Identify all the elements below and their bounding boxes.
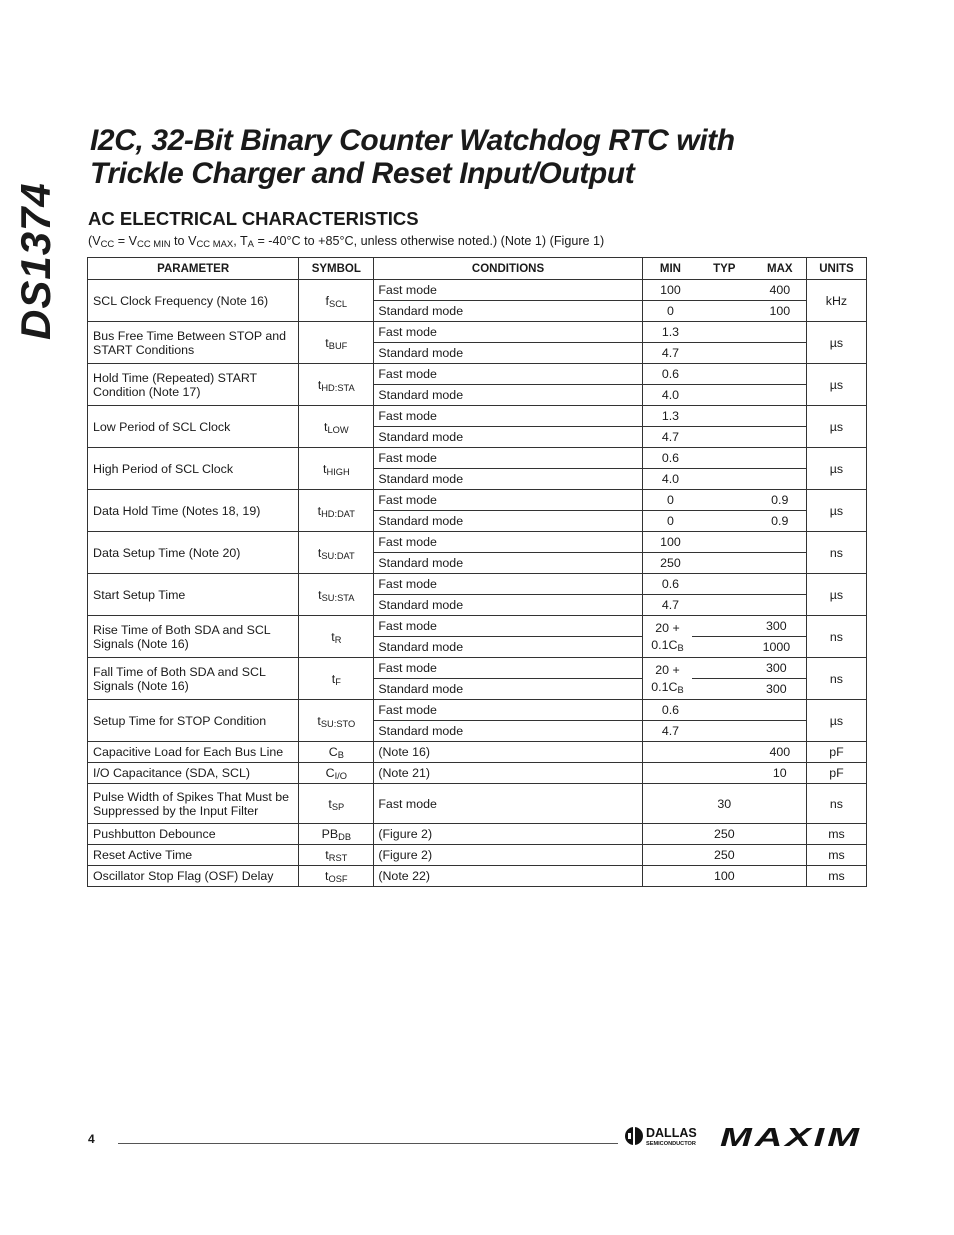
ac-characteristics-table (87, 257, 867, 887)
symbol-base: t (317, 713, 321, 728)
parameter-cell: High Period of SCL Clock (88, 448, 299, 490)
parameter-cell: Data Setup Time (Note 20) (88, 532, 299, 574)
header-min: MIN (659, 262, 681, 275)
value-group (643, 721, 806, 741)
symbol-base: t (317, 545, 322, 560)
value-group (643, 595, 806, 615)
value-group (643, 364, 806, 384)
symbol-base: t (322, 461, 327, 476)
header-max: MAX (767, 262, 793, 275)
value-max: 300 (766, 682, 787, 696)
table-row (88, 532, 867, 553)
parameter-cell: Low Period of SCL Clock (88, 406, 299, 448)
condition-cell: Fast mode (374, 406, 642, 427)
min-typ-max-cell (642, 532, 806, 553)
parameter-cell: Start Setup Time (88, 574, 299, 616)
svg-text:DALLAS: DALLAS (646, 1126, 697, 1140)
condition-cell: Standard mode (374, 511, 642, 532)
shared-min-value (643, 620, 693, 654)
parameter-cell: Reset Active Time (88, 845, 299, 866)
value-group (643, 343, 806, 363)
maxim-logo (718, 1124, 864, 1148)
symbol-base: t (317, 377, 322, 392)
condition-cell: Standard mode (374, 469, 642, 490)
parameter-cell: Oscillator Stop Flag (OSF) Delay (88, 866, 299, 887)
value-max: 300 (766, 661, 787, 675)
units-cell: µs (806, 364, 866, 406)
min-typ-max-cell (642, 322, 806, 343)
value-group (643, 553, 806, 573)
condition-cell: Fast mode (374, 616, 642, 637)
min-typ-max-cell (642, 469, 806, 490)
value-min: 1.3 (661, 325, 680, 339)
symbol-cell (299, 824, 374, 845)
shared-min-line2-base: 0.1C (651, 679, 678, 694)
value-group (643, 322, 806, 342)
symbol-subscript: DB (338, 832, 352, 842)
condition-cell: Fast mode (374, 784, 642, 824)
symbol-cell (299, 742, 374, 763)
units-cell: pF (806, 742, 866, 763)
symbol-subscript: R (334, 634, 342, 645)
min-typ-max-cell (642, 364, 806, 385)
symbol-base: t (328, 796, 332, 811)
condition-cell: (Note 21) (374, 763, 642, 784)
shared-min-line1: 20 + (655, 620, 680, 635)
units-cell: ms (806, 866, 866, 887)
symbol-base: t (325, 848, 329, 862)
units-cell: µs (806, 406, 866, 448)
units-cell: ns (806, 532, 866, 574)
condition-cell: Fast mode (374, 532, 642, 553)
condition-cell: Standard mode (374, 427, 642, 448)
units-cell: µs (806, 448, 866, 490)
min-typ-max-cell (642, 866, 806, 887)
symbol-cell (299, 866, 374, 887)
table-row (88, 490, 867, 511)
symbol-cell (299, 616, 374, 658)
table-row (88, 658, 867, 679)
table-row (88, 364, 867, 385)
condition-cell: Standard mode (374, 637, 642, 658)
header-conditions: CONDITIONS (374, 258, 642, 280)
units-cell: ns (806, 658, 866, 700)
value-group (643, 824, 806, 844)
value-max: 100 (769, 304, 791, 318)
symbol-base: t (331, 671, 336, 686)
value-typ: 100 (713, 869, 735, 883)
table-row (88, 322, 867, 343)
symbol-cell (299, 448, 374, 490)
table-row (88, 280, 867, 301)
condition-cell: Fast mode (374, 322, 642, 343)
symbol-subscript: B (337, 750, 344, 760)
table-row (88, 824, 867, 845)
title-line-2: Trickle Charger and Reset Input/Output (90, 157, 635, 190)
symbol-cell (299, 784, 374, 824)
condition-cell: Standard mode (374, 553, 642, 574)
condition-cell: (Figure 2) (374, 845, 642, 866)
units-cell: pF (806, 763, 866, 784)
svg-text:MAXIM: MAXIM (720, 1124, 862, 1148)
document-title (90, 124, 870, 190)
symbol-cell (299, 763, 374, 784)
min-typ-max-cell (642, 385, 806, 406)
parameter-cell: Hold Time (Repeated) START Condition (Note 17) (88, 364, 299, 406)
parameter-cell: SCL Clock Frequency (Note 16) (88, 280, 299, 322)
value-group (643, 406, 806, 426)
parameter-cell: Pulse Width of Spikes That Must be Suppressed by the Input Filter (88, 784, 299, 824)
value-min: 0 (666, 493, 674, 507)
shared-min-cell (642, 658, 692, 700)
min-typ-max-cell (642, 721, 806, 742)
symbol-subscript: HIGH (326, 466, 350, 477)
value-group (643, 280, 806, 300)
condition-cell: Standard mode (374, 385, 642, 406)
value-min: 1.3 (661, 409, 680, 423)
symbol-subscript: I/O (334, 771, 347, 781)
min-typ-max-cell (642, 343, 806, 364)
section-heading: AC ELECTRICAL CHARACTERISTICS (88, 208, 419, 229)
value-max: 0.9 (771, 514, 789, 528)
parameter-cell: Data Hold Time (Notes 18, 19) (88, 490, 299, 532)
min-typ-max-cell (642, 427, 806, 448)
condition-cell: Fast mode (374, 574, 642, 595)
max-cell (692, 637, 806, 658)
condition-cell: Fast mode (374, 658, 642, 679)
shared-min-value (643, 662, 693, 696)
table-row (88, 784, 867, 824)
value-min: 4.7 (661, 724, 680, 738)
value-min: 100 (660, 283, 681, 297)
parameter-cell: Pushbutton Debounce (88, 824, 299, 845)
symbol-base: t (325, 869, 329, 883)
min-typ-max-cell (642, 301, 806, 322)
min-typ-max-cell (642, 490, 806, 511)
parameter-cell: Rise Time of Both SDA and SCL Signals (Note 16) (88, 616, 299, 658)
symbol-subscript: LOW (327, 424, 349, 435)
footer-rule (118, 1143, 618, 1144)
min-typ-max-cell (642, 700, 806, 721)
condition-cell: Standard mode (374, 721, 642, 742)
min-typ-max-cell (642, 280, 806, 301)
shared-min-line2-sub: B (677, 684, 684, 695)
table-row (88, 574, 867, 595)
table-header-row (88, 258, 867, 280)
symbol-subscript: SCL (329, 298, 348, 309)
symbol-base: t (325, 335, 329, 350)
max-cell (692, 679, 806, 700)
symbol-subscript: SU:STO (320, 718, 356, 729)
condition-cell: Fast mode (374, 448, 642, 469)
value-max: 400 (769, 745, 791, 759)
min-typ-max-cell (642, 511, 806, 532)
units-cell: µs (806, 700, 866, 742)
condition-cell: Fast mode (374, 490, 642, 511)
value-max: 300 (766, 619, 787, 633)
table-row (88, 406, 867, 427)
symbol-subscript: SP (331, 801, 345, 812)
value-group (643, 511, 806, 531)
header-symbol: SYMBOL (299, 258, 374, 280)
value-group (643, 427, 806, 447)
symbol-base: t (318, 587, 322, 602)
value-group (643, 845, 806, 865)
value-group (643, 532, 806, 552)
condition-cell: Standard mode (374, 679, 642, 700)
symbol-base: C (328, 745, 338, 759)
dallas-semiconductor-logo (624, 1124, 714, 1148)
min-typ-max-cell (642, 824, 806, 845)
condition-cell: Standard mode (374, 301, 642, 322)
symbol-cell (299, 700, 374, 742)
units-cell: ns (806, 784, 866, 824)
symbol-base: f (325, 293, 329, 308)
value-min: 0.6 (661, 451, 680, 465)
parameter-cell: Capacitive Load for Each Bus Line (88, 742, 299, 763)
max-cell (692, 616, 806, 637)
value-min: 4.7 (661, 346, 680, 360)
header-typ: TYP (713, 262, 736, 275)
min-typ-max-cell (642, 406, 806, 427)
table-row (88, 763, 867, 784)
units-cell: kHz (806, 280, 866, 322)
condition-cell: Fast mode (374, 280, 642, 301)
parameter-cell: Setup Time for STOP Condition (88, 700, 299, 742)
parameter-cell: Bus Free Time Between STOP and START Conditions (88, 322, 299, 364)
shared-min-line2 (643, 637, 693, 654)
shared-min-cell (642, 616, 692, 658)
units-cell: µs (806, 490, 866, 532)
value-group (643, 574, 806, 594)
value-group (643, 763, 806, 783)
symbol-subscript: F (335, 676, 341, 687)
table-row (88, 845, 867, 866)
value-group (643, 866, 806, 886)
symbol-subscript: HD:DAT (321, 508, 355, 519)
value-min: 0.6 (661, 367, 680, 381)
symbol-cell (299, 532, 374, 574)
value-group (643, 448, 806, 468)
symbol-cell (299, 406, 374, 448)
header-units: UNITS (806, 258, 866, 280)
min-typ-max-cell (642, 742, 806, 763)
value-max: 10 (772, 766, 787, 780)
value-min: 0.6 (661, 577, 680, 591)
value-group (643, 469, 806, 489)
parameter-cell: I/O Capacitance (SDA, SCL) (88, 763, 299, 784)
symbol-base: C (325, 766, 335, 780)
side-part-number: DS1374 (12, 182, 59, 340)
value-group (643, 490, 806, 510)
table-row (88, 742, 867, 763)
units-cell: µs (806, 574, 866, 616)
min-typ-max-cell (642, 448, 806, 469)
min-typ-max-cell (642, 784, 806, 824)
symbol-subscript: SU:DAT (321, 550, 355, 561)
symbol-cell (299, 490, 374, 532)
condition-cell: (Figure 2) (374, 824, 642, 845)
min-typ-max-cell (642, 553, 806, 574)
value-max: 400 (769, 283, 791, 297)
value-min: 4.7 (661, 598, 680, 612)
units-cell: ms (806, 845, 866, 866)
symbol-base: PB (321, 827, 339, 841)
page-number: 4 (88, 1132, 95, 1146)
value-group (643, 784, 806, 823)
units-cell: ns (806, 616, 866, 658)
symbol-base: t (324, 419, 328, 434)
table-row (88, 700, 867, 721)
symbol-cell (299, 364, 374, 406)
header-min-typ-max (642, 258, 806, 280)
min-typ-max-cell (642, 845, 806, 866)
table-row (88, 866, 867, 887)
value-typ: 250 (713, 827, 735, 841)
min-typ-max-cell (642, 574, 806, 595)
value-min: 0 (666, 514, 674, 528)
condition-cell: Standard mode (374, 343, 642, 364)
value-max: 1000 (762, 640, 791, 654)
test-conditions: ($V_{CC} = V_{CC MIN}$ to $V_{CC MAX}$, $T_A = -40^\circ C$ to +85°C, unless otherwise noted.) (Note 1) (Figure 1) (88, 234, 605, 250)
min-typ-max-cell (642, 595, 806, 616)
symbol-cell (299, 658, 374, 700)
value-group (643, 700, 806, 720)
shared-min-line2 (643, 679, 693, 696)
symbol-cell (299, 574, 374, 616)
value-min: 250 (660, 556, 681, 570)
symbol-base: t (331, 629, 335, 644)
table-row (88, 448, 867, 469)
table-row (88, 616, 867, 637)
condition-cell: (Note 22) (374, 866, 642, 887)
symbol-cell (299, 280, 374, 322)
parameter-cell: Fall Time of Both SDA and SCL Signals (Note 16) (88, 658, 299, 700)
condition-cell: Fast mode (374, 364, 642, 385)
header-parameter: PARAMETER (88, 258, 299, 280)
value-typ: 30 (717, 796, 732, 811)
symbol-subscript: HD:STA (321, 382, 355, 393)
value-min: 4.7 (661, 430, 680, 444)
condition-cell: (Note 16) (374, 742, 642, 763)
svg-text:SEMICONDUCTOR: SEMICONDUCTOR (646, 1141, 696, 1147)
shared-min-line2-sub: B (677, 642, 684, 653)
value-min: 4.0 (661, 472, 680, 486)
min-typ-max-cell (642, 763, 806, 784)
title-line-1: I2C, 32-Bit Binary Counter Watchdog RTC with (90, 124, 735, 157)
max-cell (692, 658, 806, 679)
symbol-subscript: OSF (328, 874, 348, 884)
value-min: 0.6 (661, 703, 680, 717)
symbol-cell (299, 322, 374, 364)
symbol-base: t (317, 503, 322, 518)
symbol-cell (299, 845, 374, 866)
value-min: 0 (666, 304, 674, 318)
units-cell: µs (806, 322, 866, 364)
value-group (643, 385, 806, 405)
value-group (643, 301, 806, 321)
shared-min-line2-base: 0.1C (651, 637, 678, 652)
value-group (643, 742, 806, 762)
units-cell: ms (806, 824, 866, 845)
condition-cell: Standard mode (374, 595, 642, 616)
value-typ: 250 (713, 848, 735, 862)
symbol-subscript: SU:STA (321, 592, 355, 603)
value-min: 100 (660, 535, 681, 549)
symbol-subscript: BUF (328, 340, 348, 351)
value-min: 4.0 (661, 388, 680, 402)
value-max: 0.9 (771, 493, 789, 507)
shared-min-line1: 20 + (655, 662, 680, 677)
condition-cell: Fast mode (374, 700, 642, 721)
symbol-subscript: RST (328, 853, 348, 863)
